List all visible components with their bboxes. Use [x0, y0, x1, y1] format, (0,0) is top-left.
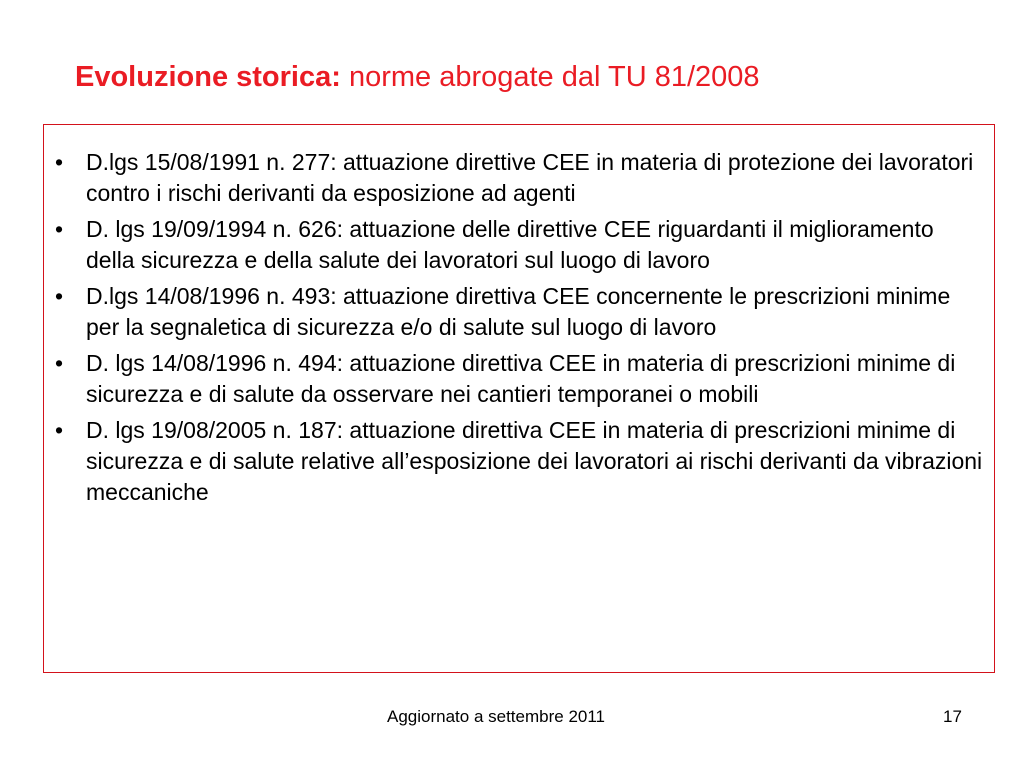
list-item	[44, 147, 984, 209]
bullet-list	[44, 147, 984, 513]
slide-title-bold: Evoluzione storica:	[75, 61, 341, 93]
bullet-icon: •	[54, 417, 64, 443]
list-item	[44, 214, 984, 276]
list-item	[44, 415, 984, 508]
list-item	[44, 348, 984, 410]
content-box	[43, 124, 995, 673]
slide-title-rest: norme abrogate dal TU 81/2008	[340, 61, 760, 93]
bullet-icon: •	[54, 350, 64, 376]
list-item	[44, 281, 984, 343]
list-item-text: D. lgs 14/08/1996 n. 494: attuazione direttiva CEE in materia di prescrizioni minime di sicurezza e di salute da osservare nei cantieri temporanei o mobili	[86, 350, 956, 407]
bullet-icon: •	[54, 216, 64, 242]
bullet-icon: •	[54, 283, 64, 309]
list-item-text: D. lgs 19/08/2005 n. 187: attuazione direttiva CEE in materia di prescrizioni minime di sicurezza e di salute relative all’esposizione dei lavoratori ai rischi derivanti da vibrazioni meccaniche	[86, 417, 983, 505]
list-item-text: D. lgs 19/09/1994 n. 626: attuazione delle direttive CEE riguardanti il miglioramento della sicurezza e della salute dei lavoratori sul luogo di lavoro	[86, 216, 934, 273]
list-item-text: D.lgs 14/08/1996 n. 493: attuazione direttiva CEE concernente le prescrizioni minime per la segnaletica di sicurezza e/o di salute sul luogo di lavoro	[86, 283, 951, 340]
page-number: 17	[943, 707, 962, 726]
footer-text: Aggiornato a settembre 2011	[387, 707, 605, 726]
bullet-icon: •	[54, 149, 64, 175]
list-item-text: D.lgs 15/08/1991 n. 277: attuazione direttive CEE in materia di protezione dei lavoratori contro i rischi derivanti da esposizione ad agenti	[86, 149, 974, 206]
slide-title	[75, 57, 760, 97]
